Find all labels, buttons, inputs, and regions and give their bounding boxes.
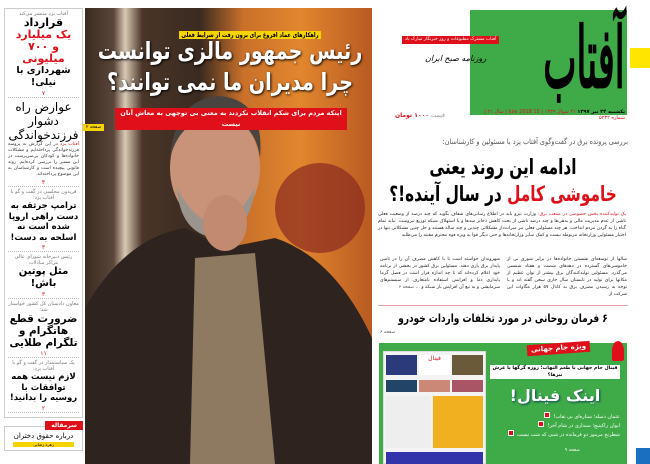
price: قیمت ۱۰۰۰ تومان bbox=[395, 112, 445, 119]
sidebar-kicker: فریدون مجلسی در گفت و گو با آفتاب یزد: bbox=[10, 189, 77, 201]
editorial-tab: سرمقاله bbox=[45, 421, 83, 430]
sidebar-headline[interactable]: شهرداری با نیلی! bbox=[16, 65, 71, 88]
editorial-title[interactable]: درباره حقوق دختران bbox=[13, 431, 74, 440]
sidebar-headline[interactable]: لازم نیست همه توافقات با روسیه را بدانید! bbox=[9, 372, 78, 403]
sidebar-kicker: معاون دادستان کل کشور خواستار شد: bbox=[8, 301, 79, 313]
main-headline[interactable]: ادامه این روند یعنی خاموشی کامل در سال آینده!؟ bbox=[389, 155, 617, 206]
page-ref: ۳ bbox=[8, 291, 79, 299]
bullet-item: عثمان دمبله؛ ستاره‌ای بی نقاب! bbox=[490, 412, 620, 421]
page-tag: صفحه ۲ bbox=[83, 124, 104, 131]
paper-tagline: روزنامه صبح ایران bbox=[425, 54, 487, 63]
editorial-box[interactable] bbox=[4, 421, 83, 451]
sidebar-headline[interactable]: ضرورت قطع هاتگرام و تلگرام طلایی bbox=[9, 313, 78, 349]
main-column-left: شهروندان خواسته است تا با کاهش مصرف آن را در تامین پایدار برق یاری دهند. مسئولین برق کشور در بخشی از برنامه خود اعلام کرده‌اند که تا چه اندازه قرار است در فصل گرما پایداری دما و افزایش استفاده نامتعارف از سیستم‌های سرمایشی و به تبع آن افزایش بار شبکه و ... صفحه ۶ bbox=[380, 257, 500, 290]
sidebar-kicker: یک سیاستمدار در گفت و گو با آفتاب یزد: bbox=[12, 360, 75, 372]
divider bbox=[378, 305, 628, 306]
page-ref: ۲ bbox=[8, 405, 79, 413]
masthead-slogan: آفتاب مشترک مطبوعات و روز خبرنگار مبارک باد bbox=[402, 36, 499, 44]
page-ref: صفحه ۹ bbox=[564, 448, 580, 453]
sidebar-kicker: رئیس دبیرخانه شورای عالی مراکز مبادلات bbox=[14, 254, 73, 266]
bullet-item: شطرنج مرموز دو فرمانده در شبی که شب نیست bbox=[490, 430, 620, 439]
main-kicker: بررسی پرونده برق در گفت‌وگوی آفتاب یزد با مسئولین و کارشناسان: bbox=[442, 137, 628, 146]
sidebar-headline[interactable]: مثل پوتین باش! bbox=[18, 266, 69, 289]
sidebar-body: آفتاب یزد در این گزارش به پروسه فرزندخواندگی پرداخته‌ایم و مشکلات خانواده‌ها و کودکان بی‌سرپرست در این مسیر را بررسی کرده‌ایم. روند قانونی پیچیده است و کارشناسان به این موضوع پرداخته‌اند. bbox=[8, 142, 79, 177]
yellow-strip bbox=[630, 48, 650, 68]
main-column-right: سالها از توسعه‌ای نشستن خانواده‌ها در برابر شوری بی از خاموشی‌های گسترده در دهه‌های شصت و هفتاد شمسی می‌گذرد. مسئولین تولیدکنندگان برق بیشتر از توان عظیم از مکانها برای تولید در تابستان سال جاری سخن گفته اند و با توجه به رسیدن مصرف برق به کانال ۵۷ هزار مگاوات این شرکت از bbox=[507, 257, 627, 297]
second-headline[interactable]: ۶ فرمان روحانی در مورد تخلفات واردات خودرو bbox=[398, 311, 608, 325]
date-line: یکشنبه ۲۴ تیر ۱۳۹۷ ۲۱ شوال ۱۴۳۹ | 15 July 2018 | سال ۲۱ | شماره ۵۲۳۲ bbox=[484, 109, 625, 121]
page-ref: صفحه ۶ bbox=[380, 330, 396, 335]
page-ref: ۱۱ bbox=[8, 350, 79, 358]
sidebar-wrapper bbox=[4, 8, 83, 451]
lead-kicker: راهکارهای عماد افروغ برای برون رفت از شرایط فعلی bbox=[145, 22, 356, 41]
worldcup-badge: ویژه جام جهانی bbox=[527, 341, 591, 356]
thumb-photos bbox=[384, 352, 485, 378]
thumb-title: فینال bbox=[419, 355, 450, 375]
sidebar-headline-red[interactable]: و ۷۰۰ میلیونی bbox=[22, 40, 65, 65]
sidebar-headline[interactable]: عوارض راه دشوار فرزندخواندگی bbox=[8, 100, 79, 142]
page-ref: ۳ bbox=[8, 244, 79, 252]
worldcup-bullets bbox=[490, 412, 620, 455]
sidebar-headline[interactable]: قرارداد bbox=[23, 16, 64, 29]
editorial-author: زهره رضایی bbox=[13, 442, 74, 447]
sidebar-kicker: آفتاب یزد منتشر می‌کند bbox=[19, 11, 68, 17]
bullet-item: ایوان راکیتیچ؛ سنداری در شام آخر! bbox=[490, 421, 620, 430]
lead-headline[interactable]: رئیس جمهور مالزی توانست چرا مدیران ما نمی توانند؟ bbox=[97, 37, 363, 96]
sidebar-headline-red[interactable]: یک میلیارد bbox=[15, 28, 72, 41]
lead-subhead: اینکه مردم برای شکم انقلاب نکردند به معنی بی توجهی به معاش آنان نیست bbox=[115, 108, 347, 130]
sidebar-news-column bbox=[4, 8, 83, 418]
newspaper-logo: آفتاب bbox=[543, 8, 625, 107]
worldcup-headline[interactable]: اینک فینال! bbox=[509, 386, 601, 405]
worldcup-kicker: فینال جام جهانی با طعم التهاب؛ زوزه گرگها یا غرش ببرها؟ bbox=[490, 365, 620, 379]
main-lead-paragraph: یک تولیدکننده بخش خصوصی در صنعت برق: وزارت نیرو باید در اطلاع رسانی‌های شفاف بگوید که چند درصد از وضعیت فعلی ناشی از عدم مدیریت مالی و بدهی‌ها و چند درصد ناشی از بحث کاهش ذخایر سدها و یا استهلاک شبکه توزیع نیروست. نباید تمام گناه را به گردن مردم انداخت. هر چند مسئولین فعلی نیز میراث‌دار مشکلاتی چندین و چند ساله هستند و حل چنین مشکلاتی تنها در اختیار مسئولین وزارتخانه مربوطه نیست و کمک سایر وزارتخانه‌ها و حتی دیگر قوا به ویژه قوه محترم مقننه را می‌طلبد bbox=[378, 212, 627, 238]
sports-page-thumbnail[interactable] bbox=[383, 351, 486, 464]
blue-corner-block bbox=[636, 448, 650, 464]
page-ref: ۴ bbox=[8, 179, 79, 187]
sidebar-headline[interactable]: ترامپ جرثقه به دست راهی اروپا شده است نه اسلحه به دست! bbox=[8, 201, 79, 243]
worldcup-logo-icon bbox=[612, 341, 624, 361]
page-ref: ۷ bbox=[8, 90, 79, 98]
